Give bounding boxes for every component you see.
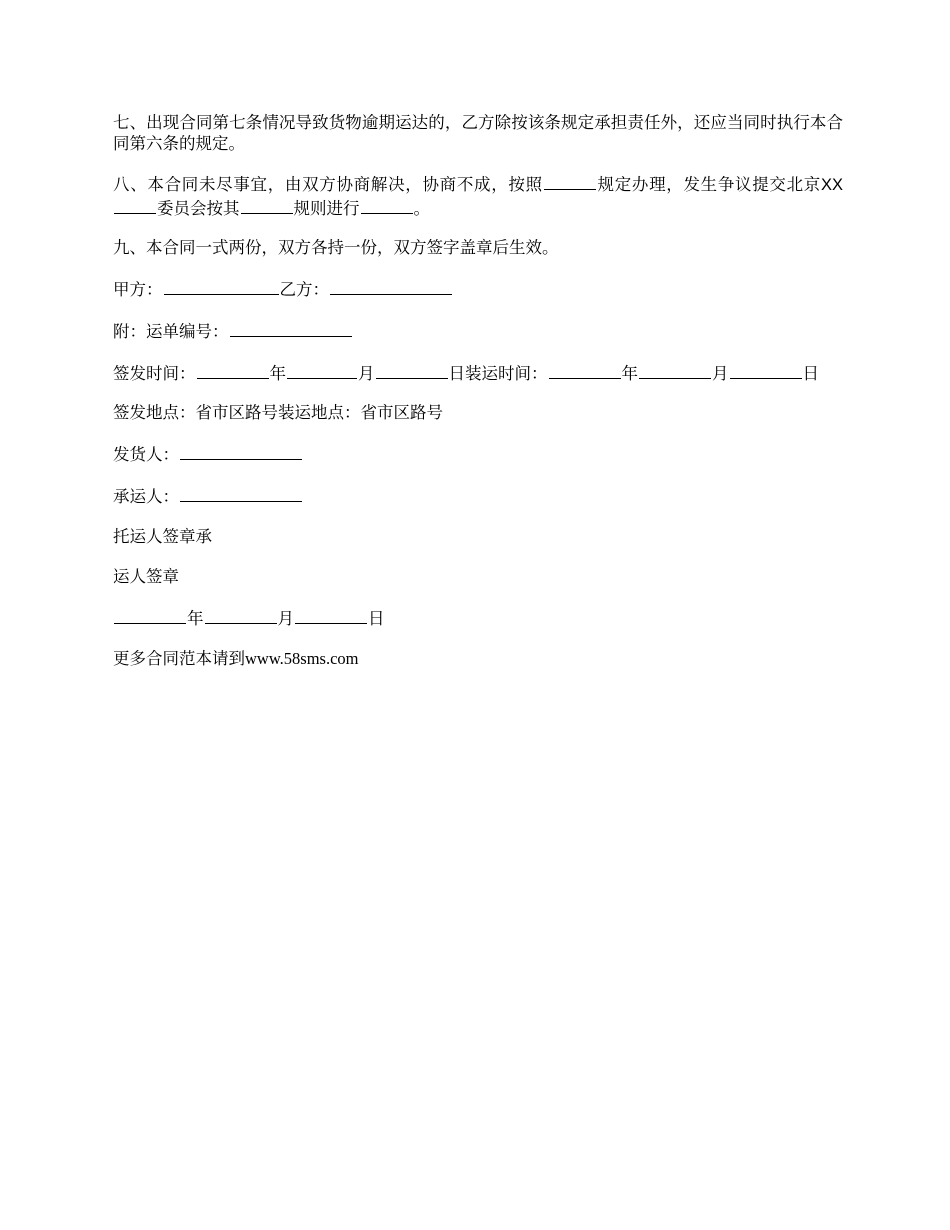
blank-regulation[interactable] bbox=[544, 172, 596, 190]
issue-month-field[interactable] bbox=[287, 361, 357, 379]
more-templates-line bbox=[113, 648, 843, 669]
party-b-label: 乙方： bbox=[279, 280, 329, 299]
sign-month-unit: 月 bbox=[277, 609, 294, 628]
consignor-label: 发货人： bbox=[113, 445, 179, 464]
more-templates-text: 更多合同范本请到 bbox=[113, 649, 245, 668]
clause-8 bbox=[113, 172, 843, 219]
blank-proceed[interactable] bbox=[361, 196, 413, 214]
clause-8-text-1: 八、本合同未尽事宜，由双方协商解决，协商不成，按照 bbox=[113, 175, 543, 194]
contract-page bbox=[113, 112, 843, 688]
loading-day-unit: 日 bbox=[802, 364, 819, 383]
clause-7: 七、出现合同第七条情况导致货物逾期运达的，乙方除按该条规定承担责任外，还应当同时执行本合同第六条的规定。 bbox=[113, 113, 843, 153]
carrier-field[interactable] bbox=[180, 484, 302, 502]
sign-day-unit: 日 bbox=[368, 609, 385, 628]
issue-place-line: 签发地点：省市区路号装运地点：省市区路号 bbox=[113, 403, 443, 422]
shipper-sign-line: 托运人签章承 bbox=[113, 527, 212, 546]
loading-month-unit: 月 bbox=[712, 364, 729, 383]
sign-year-field[interactable] bbox=[114, 606, 186, 624]
issue-time-line bbox=[113, 361, 843, 384]
loading-month-field[interactable] bbox=[639, 361, 711, 379]
issue-day-field[interactable] bbox=[376, 361, 448, 379]
waybill-line bbox=[113, 319, 843, 342]
loading-year-field[interactable] bbox=[549, 361, 621, 379]
issue-month-unit: 月 bbox=[358, 364, 375, 383]
blank-committee[interactable] bbox=[114, 196, 156, 214]
carrier-label: 承运人： bbox=[113, 487, 179, 506]
consignor-line bbox=[113, 442, 843, 465]
issue-year-unit: 年 bbox=[269, 364, 286, 383]
more-templates-link[interactable]: www.58sms.com bbox=[245, 649, 359, 668]
carrier-sign-line: 运人签章 bbox=[113, 567, 179, 586]
loading-year-unit: 年 bbox=[621, 364, 638, 383]
loading-day-field[interactable] bbox=[730, 361, 802, 379]
clause-8-xx: XX bbox=[821, 176, 844, 194]
sign-year-unit: 年 bbox=[187, 609, 204, 628]
consignor-field[interactable] bbox=[180, 442, 302, 460]
loading-time-label: 日装运时间： bbox=[448, 364, 548, 383]
blank-rules[interactable] bbox=[241, 196, 293, 214]
clause-8-text-4: 规则进行 bbox=[293, 199, 360, 218]
party-a-label: 甲方： bbox=[113, 280, 163, 299]
party-b-field[interactable] bbox=[330, 277, 452, 295]
clause-9: 九、本合同一式两份，双方各持一份，双方签字盖章后生效。 bbox=[113, 238, 559, 257]
clause-8-text-5: 。 bbox=[413, 199, 430, 218]
sign-month-field[interactable] bbox=[205, 606, 277, 624]
waybill-number-field[interactable] bbox=[230, 319, 352, 337]
clause-8-text-3: 委员会按其 bbox=[157, 199, 240, 218]
party-line bbox=[113, 277, 843, 300]
party-a-field[interactable] bbox=[164, 277, 279, 295]
carrier-line bbox=[113, 484, 843, 507]
waybill-label: 附：运单编号： bbox=[113, 322, 229, 341]
clause-8-text-2: 规定办理，发生争议提交北京 bbox=[596, 175, 821, 194]
sign-date-line bbox=[113, 606, 843, 629]
sign-day-field[interactable] bbox=[295, 606, 367, 624]
issue-time-label: 签发时间： bbox=[113, 364, 196, 383]
issue-year-field[interactable] bbox=[197, 361, 269, 379]
